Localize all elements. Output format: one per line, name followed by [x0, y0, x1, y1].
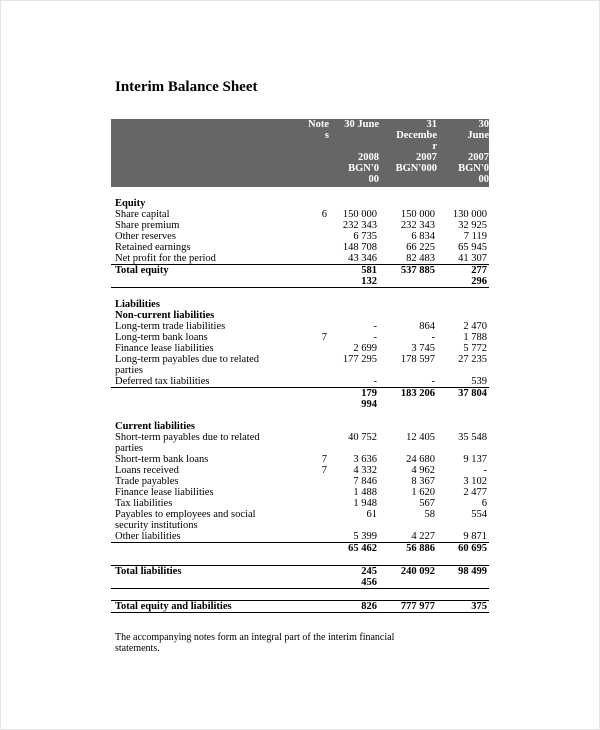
spacer-cell	[437, 187, 489, 198]
spacer-cell	[379, 187, 437, 198]
row-label: Short-term bank loans	[115, 454, 209, 465]
row-note	[301, 601, 329, 613]
row-note: 7	[321, 465, 327, 476]
value-30-june-2007: 98 499	[437, 566, 489, 589]
spacer-cell	[111, 589, 301, 601]
value-31-december-2007: 58	[424, 509, 435, 520]
table-body	[111, 187, 489, 613]
row-note	[301, 321, 329, 332]
value-31-december-2007: 150 000	[400, 209, 435, 220]
value-30-june-2007: 7 119	[463, 231, 487, 242]
table-row	[111, 476, 489, 487]
value-30-june-2007: 2 477	[463, 487, 487, 498]
row-note	[301, 487, 329, 498]
value-30-june-2008: 6 735	[353, 231, 377, 242]
row-label: Total liabilities	[111, 566, 301, 589]
table-row	[111, 465, 489, 476]
row-note	[301, 265, 329, 288]
value-30-june-2007	[437, 310, 489, 321]
table-row	[111, 321, 489, 332]
row-label: Payables to employees and social security institutions	[115, 509, 256, 531]
value-31-december-2007: 4 227	[411, 531, 435, 542]
value-31-december-2007: 537 885	[379, 265, 437, 288]
row-note	[301, 498, 329, 509]
value-30-june-2007: 554	[471, 509, 487, 520]
row-note	[301, 421, 329, 432]
table-row	[111, 421, 489, 432]
row-label: Equity	[115, 198, 146, 209]
table-row	[111, 265, 489, 288]
spacer-cell	[379, 589, 437, 601]
value-30-june-2008: 150 000	[342, 209, 377, 220]
row-label: Other liabilities	[115, 531, 181, 542]
value-30-june-2008	[329, 299, 379, 310]
table-row	[111, 509, 489, 531]
table-row	[111, 543, 489, 555]
value-31-december-2007	[379, 421, 437, 432]
table-row	[111, 376, 489, 388]
value-30-june-2007: 41 307	[458, 253, 487, 264]
value-30-june-2007: 9 871	[463, 531, 487, 542]
value-30-june-2008: 232 343	[342, 220, 377, 231]
table-row	[111, 253, 489, 265]
value-30-june-2008: 177 295	[342, 354, 377, 365]
spacer-cell	[111, 187, 301, 198]
row-note	[301, 509, 329, 531]
value-30-june-2008: 581 132	[329, 265, 379, 288]
table-row	[111, 343, 489, 354]
spacer-cell	[301, 187, 329, 198]
value-30-june-2008: 179 994	[329, 388, 379, 411]
value-30-june-2007: 277 296	[437, 265, 489, 288]
value-30-june-2008: 2 699	[353, 343, 377, 354]
value-30-june-2008	[329, 198, 379, 209]
value-30-june-2008	[329, 421, 379, 432]
row-note	[301, 432, 329, 454]
spacer-cell	[437, 589, 489, 601]
value-31-december-2007: 1 620	[411, 487, 435, 498]
value-30-june-2008: 826	[329, 601, 379, 613]
header-30-june-2007: 30 June 2007 BGN'0 00	[437, 119, 489, 187]
header-notes: Note s	[301, 119, 329, 187]
value-30-june-2008: -	[373, 321, 377, 332]
value-30-june-2007: 35 548	[458, 432, 487, 443]
row-note	[301, 343, 329, 354]
spacer-cell	[329, 187, 379, 198]
value-30-june-2007: 27 235	[458, 354, 487, 365]
table-row	[111, 299, 489, 310]
spacer-cell	[379, 288, 437, 300]
row-label: Current liabilities	[115, 421, 196, 432]
value-31-december-2007: 777 977	[379, 601, 437, 613]
table-row	[111, 531, 489, 543]
value-30-june-2007: -	[483, 465, 487, 476]
value-31-december-2007: 864	[419, 321, 435, 332]
row-label: Retained earnings	[115, 242, 191, 253]
value-31-december-2007: 567	[419, 498, 435, 509]
table-row	[111, 220, 489, 231]
value-31-december-2007: -	[431, 332, 435, 343]
value-31-december-2007	[379, 198, 437, 209]
spacer-cell	[301, 554, 329, 566]
row-label: Non-current liabilities	[115, 310, 215, 321]
row-label: Long-term trade liabilities	[115, 321, 226, 332]
value-30-june-2007: 539	[471, 376, 487, 387]
row-label	[111, 543, 301, 555]
row-label: Total equity and liabilities	[111, 601, 301, 613]
row-label: Other reserves	[115, 231, 176, 242]
spacer-cell	[329, 288, 379, 300]
table-row	[111, 310, 489, 321]
value-30-june-2008	[329, 310, 379, 321]
table-row	[111, 388, 489, 411]
value-30-june-2008: 7 846	[353, 476, 377, 487]
table-header-row	[111, 119, 489, 187]
value-30-june-2007: 9 137	[463, 454, 487, 465]
value-31-december-2007: 178 597	[400, 354, 435, 365]
value-31-december-2007: 6 834	[411, 231, 435, 242]
value-30-june-2008: 43 346	[348, 253, 377, 264]
row-note: 6	[321, 209, 327, 220]
row-note	[301, 476, 329, 487]
row-note	[301, 253, 329, 265]
row-note	[301, 231, 329, 242]
row-note	[301, 566, 329, 589]
row-label	[111, 388, 301, 411]
value-30-june-2008: 5 399	[353, 531, 377, 542]
spacer-cell	[437, 554, 489, 566]
table-row	[111, 332, 489, 343]
value-30-june-2008: 4 332	[353, 465, 377, 476]
value-30-june-2007: 5 772	[463, 343, 487, 354]
row-note	[301, 310, 329, 321]
row-label: Loans received	[115, 465, 179, 476]
table-row	[111, 242, 489, 253]
row-note	[301, 531, 329, 543]
row-label: Liabilities	[115, 299, 160, 310]
value-30-june-2007: 1 788	[463, 332, 487, 343]
table-row	[111, 209, 489, 220]
value-31-december-2007	[379, 299, 437, 310]
value-31-december-2007: 82 483	[406, 253, 435, 264]
row-note	[301, 354, 329, 376]
footnote: The accompanying notes form an integral part of the interim financial statements.	[115, 632, 395, 654]
row-label: Long-term bank loans	[115, 332, 208, 343]
value-30-june-2008: -	[373, 332, 377, 343]
table-row	[111, 601, 489, 613]
table-row	[111, 454, 489, 465]
value-31-december-2007: 240 092	[379, 566, 437, 589]
spacer-cell	[301, 410, 329, 421]
row-note	[301, 198, 329, 209]
value-31-december-2007: 12 405	[406, 432, 435, 443]
value-30-june-2008: 40 752	[348, 432, 377, 443]
spacer-cell	[111, 554, 301, 566]
row-note: 7	[321, 454, 327, 465]
value-31-december-2007: 24 680	[406, 454, 435, 465]
header-label	[111, 119, 301, 187]
row-note	[301, 220, 329, 231]
table-row	[111, 354, 489, 376]
value-31-december-2007: 183 206	[379, 388, 437, 411]
row-label: Share capital	[115, 209, 170, 220]
value-30-june-2008: 1 948	[353, 498, 377, 509]
spacer-cell	[379, 410, 437, 421]
row-label: Long-term payables due to related parties	[115, 354, 260, 376]
row-note	[301, 299, 329, 310]
spacer-row	[111, 410, 489, 421]
spacer-cell	[437, 410, 489, 421]
row-note: 7	[321, 332, 327, 343]
value-30-june-2007: 6	[481, 498, 487, 509]
row-note	[301, 242, 329, 253]
value-30-june-2007: 60 695	[437, 543, 489, 555]
spacer-cell	[437, 288, 489, 300]
row-label: Short-term payables due to related parties	[115, 432, 260, 454]
value-31-december-2007	[379, 310, 437, 321]
spacer-cell	[111, 288, 301, 300]
row-note	[301, 388, 329, 411]
spacer-row	[111, 554, 489, 566]
spacer-row	[111, 187, 489, 198]
row-label: Finance lease liabilities	[115, 343, 214, 354]
row-label: Net profit for the period	[115, 253, 216, 264]
table-row	[111, 487, 489, 498]
value-30-june-2008: 61	[366, 509, 377, 520]
value-31-december-2007: 232 343	[400, 220, 435, 231]
value-30-june-2007: 130 000	[452, 209, 487, 220]
spacer-cell	[329, 554, 379, 566]
header-31-december-2007: 31 Decembe r 2007 BGN'000	[379, 119, 437, 187]
spacer-cell	[301, 288, 329, 300]
value-30-june-2008: 245 456	[329, 566, 379, 589]
row-label: Trade payables	[115, 476, 179, 487]
value-30-june-2007: 2 470	[463, 321, 487, 332]
value-30-june-2008: 148 708	[342, 242, 377, 253]
value-30-june-2008: 3 636	[353, 454, 377, 465]
value-30-june-2007	[437, 421, 489, 432]
value-30-june-2007	[437, 299, 489, 310]
value-31-december-2007: 56 886	[379, 543, 437, 555]
value-30-june-2007: 375	[437, 601, 489, 613]
value-30-june-2007: 37 804	[437, 388, 489, 411]
table-row	[111, 432, 489, 454]
row-label: Tax liabilities	[115, 498, 173, 509]
balance-sheet-table	[111, 119, 489, 613]
row-note	[301, 543, 329, 555]
value-31-december-2007: 66 225	[406, 242, 435, 253]
spacer-cell	[111, 410, 301, 421]
value-30-june-2008: 1 488	[353, 487, 377, 498]
table-row	[111, 566, 489, 589]
value-31-december-2007: 8 367	[411, 476, 435, 487]
table-row	[111, 198, 489, 209]
value-31-december-2007: -	[431, 376, 435, 387]
spacer-cell	[379, 554, 437, 566]
row-label: Total equity	[111, 265, 301, 288]
table-row	[111, 498, 489, 509]
row-note	[301, 376, 329, 388]
spacer-cell	[329, 410, 379, 421]
row-label: Share premium	[115, 220, 180, 231]
value-30-june-2007	[437, 198, 489, 209]
value-31-december-2007: 4 962	[411, 465, 435, 476]
page-title: Interim Balance Sheet	[115, 79, 258, 95]
table-row	[111, 231, 489, 242]
spacer-row	[111, 589, 489, 601]
spacer-cell	[329, 589, 379, 601]
value-30-june-2008: -	[373, 376, 377, 387]
value-30-june-2007: 32 925	[458, 220, 487, 231]
value-30-june-2007: 65 945	[458, 242, 487, 253]
row-label: Finance lease liabilities	[115, 487, 214, 498]
row-label: Deferred tax liabilities	[115, 376, 210, 387]
value-31-december-2007: 3 745	[411, 343, 435, 354]
header-30-june-2008: 30 June 2008 BGN'0 00	[329, 119, 379, 187]
value-30-june-2008: 65 462	[329, 543, 379, 555]
value-30-june-2007: 3 102	[463, 476, 487, 487]
spacer-cell	[301, 589, 329, 601]
spacer-row	[111, 288, 489, 300]
